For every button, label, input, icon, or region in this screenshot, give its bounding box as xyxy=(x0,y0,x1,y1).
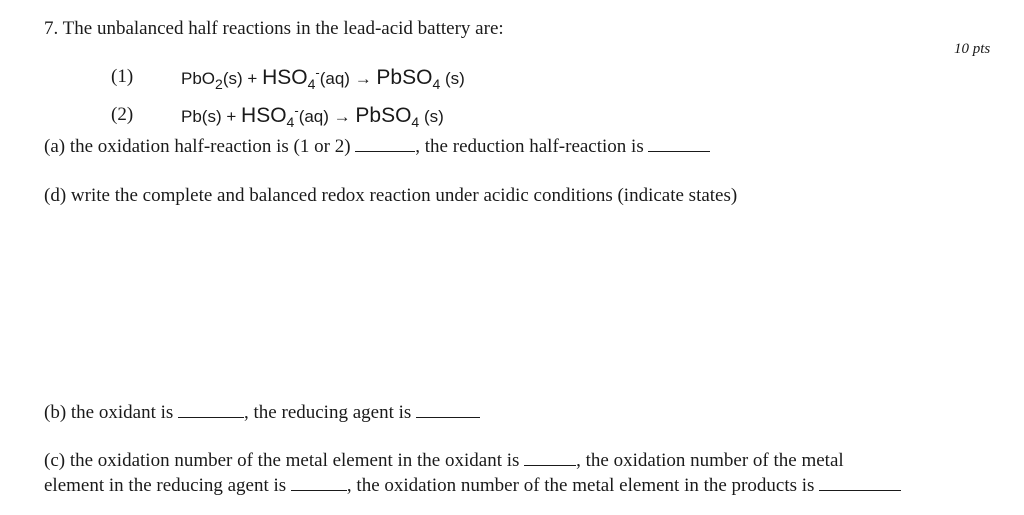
reaction-2-acid: HSO xyxy=(241,104,287,127)
reaction-2-reactant: Pb(s) xyxy=(181,107,222,126)
reaction-2-number: (2) xyxy=(111,104,134,125)
part-b-text-1: (b) the oxidant is xyxy=(44,402,179,423)
reaction-2-acid-state: (aq) xyxy=(298,107,329,126)
answer-blank-oxidant[interactable] xyxy=(178,402,244,418)
reaction-1-acid-subscript: 4 xyxy=(307,76,316,92)
part-c-text-4: , the oxidation number of the metal element in the products is xyxy=(346,475,820,496)
part-c-line-1 xyxy=(44,449,844,473)
reaction-1-product: PbSO xyxy=(376,66,433,89)
part-c-text-3: element in the reducing agent is xyxy=(44,475,291,496)
reaction-2-product-state: (s) xyxy=(423,107,444,126)
part-b-text-2: , the reducing agent is xyxy=(244,402,417,423)
reaction-2-acid-subscript: 4 xyxy=(286,114,295,130)
question-title: 7. The unbalanced half reactions in the lead-acid battery are: xyxy=(44,18,504,39)
part-c-line-2 xyxy=(44,474,901,498)
part-a-text-1: (a) the oxidation half-reaction is (1 or 2) xyxy=(44,136,356,157)
part-c-text-1: (c) the oxidation number of the metal element in the oxidant is xyxy=(44,450,525,471)
points-label: 10 pts xyxy=(954,41,991,57)
reaction-1-product-state: (s) xyxy=(444,69,465,88)
answer-blank-products-oxidation-number[interactable] xyxy=(819,475,901,491)
reaction-1-product-subscript: 4 xyxy=(432,76,441,92)
reaction-2-equation xyxy=(181,104,444,129)
reaction-1-reactant-subscript: 2 xyxy=(215,76,223,92)
reaction-1-acid-charge: - xyxy=(315,65,320,80)
reaction-2-plus: + xyxy=(226,107,237,126)
reaction-2-acid-charge: - xyxy=(294,103,299,118)
reaction-1-reactant: PbO xyxy=(181,69,216,88)
part-a-text-2: , the reduction half-reaction is xyxy=(415,136,649,157)
answer-blank-oxidation-half-reaction[interactable] xyxy=(355,136,415,152)
reaction-2-product: PbSO xyxy=(355,104,412,127)
reaction-1-number: (1) xyxy=(111,66,134,87)
reaction-1-equation xyxy=(181,66,465,91)
answer-blank-reduction-half-reaction[interactable] xyxy=(648,136,710,152)
answer-blank-reducing-agent[interactable] xyxy=(416,402,480,418)
part-a xyxy=(44,135,710,159)
reaction-2-arrow: → xyxy=(333,107,351,126)
reaction-2-product-subscript: 4 xyxy=(411,114,420,130)
reaction-1-plus: + xyxy=(247,69,258,88)
part-d: (d) write the complete and balanced redox reaction under acidic conditions (indicate states) xyxy=(44,185,738,206)
answer-blank-reducing-agent-oxidation-number[interactable] xyxy=(291,475,347,491)
reaction-1-acid-state: (aq) xyxy=(319,69,350,88)
reaction-1-reactant-state: (s) xyxy=(222,69,243,88)
part-c-text-2: , the oxidation number of the metal xyxy=(576,450,844,471)
reaction-1-acid: HSO xyxy=(262,66,308,89)
part-b xyxy=(44,401,480,425)
answer-blank-oxidant-oxidation-number[interactable] xyxy=(524,450,576,466)
reaction-1-arrow: → xyxy=(354,69,372,88)
